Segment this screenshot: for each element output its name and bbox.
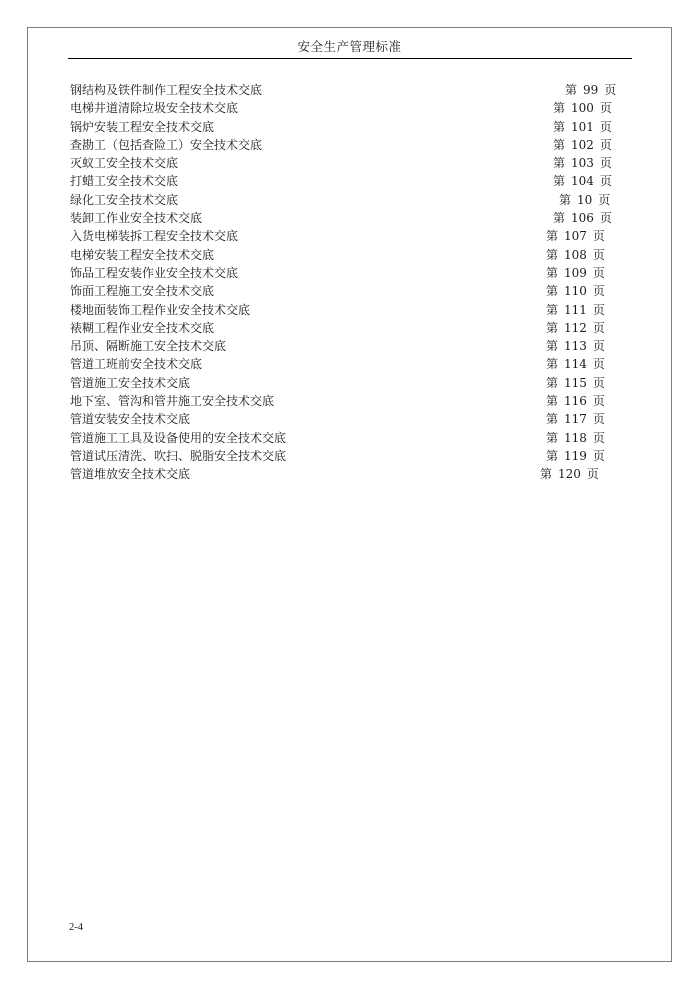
page-prefix: 第 <box>553 137 566 152</box>
page-number-value: 108 <box>564 247 587 262</box>
page-suffix: 页 <box>592 302 605 317</box>
toc-entry[interactable] <box>70 392 610 410</box>
toc-entry-title: 管道工班前安全技术交底 <box>70 357 203 372</box>
toc-entry-page <box>546 374 605 392</box>
toc-entry-title: 电梯安装工程安全技术交底 <box>70 247 215 262</box>
page-suffix: 页 <box>599 137 612 152</box>
page-prefix: 第 <box>559 192 572 207</box>
page-suffix: 页 <box>592 247 605 262</box>
toc-entry-page <box>546 319 605 337</box>
toc-entry[interactable] <box>70 154 610 172</box>
page-suffix: 页 <box>592 412 605 427</box>
toc-entry-page <box>546 429 605 447</box>
toc-entry-page <box>546 410 605 428</box>
toc-entry-page <box>553 99 612 117</box>
page-suffix: 页 <box>592 448 605 463</box>
page-prefix: 第 <box>565 83 578 97</box>
page-prefix: 第 <box>546 357 559 372</box>
toc-entry-page <box>546 246 605 264</box>
toc-entry[interactable] <box>70 374 610 392</box>
page-suffix: 页 <box>599 119 612 134</box>
toc-entry-title: 地下室、管沟和管井施工安全技术交底 <box>70 394 275 409</box>
page-number-value: 101 <box>571 119 594 134</box>
toc-entry-title: 入货电梯装拆工程安全技术交底 <box>70 229 239 244</box>
toc-entry[interactable] <box>70 282 610 300</box>
page-suffix: 页 <box>592 357 605 372</box>
toc-entry-page <box>546 264 605 282</box>
page-prefix: 第 <box>546 302 559 317</box>
page-number-value: 106 <box>571 211 594 226</box>
toc-entry-title: 管道试压清洗、吹扫、脱脂安全技术交底 <box>70 448 287 463</box>
toc-entry-page <box>553 209 612 227</box>
page-prefix: 第 <box>546 320 559 335</box>
toc-entry-title: 打蜡工安全技术交底 <box>70 174 179 189</box>
page-prefix: 第 <box>546 229 559 244</box>
toc-entry[interactable] <box>70 319 610 337</box>
page-prefix: 第 <box>553 211 566 226</box>
toc-entry-title: 查勘工（包括查险工）安全技术交底 <box>70 137 263 152</box>
page-number-value: 99 <box>583 83 599 97</box>
page-prefix: 第 <box>553 101 566 116</box>
page-number-value: 107 <box>564 229 587 244</box>
toc-entry[interactable] <box>70 118 610 136</box>
page-header-title: 安全生产管理标准 <box>297 39 402 54</box>
page-prefix: 第 <box>546 412 559 427</box>
toc-entry[interactable] <box>70 172 610 190</box>
toc-entry[interactable] <box>70 209 610 227</box>
page-suffix: 页 <box>592 339 605 354</box>
page-suffix: 页 <box>599 156 612 171</box>
page-prefix: 第 <box>546 339 559 354</box>
toc-entry-title: 裱糊工程作业安全技术交底 <box>70 320 215 335</box>
toc-entry-title: 管道施工工具及设备使用的安全技术交底 <box>70 430 287 445</box>
page-prefix: 第 <box>546 375 559 390</box>
toc-entry-page <box>553 136 612 154</box>
toc-entry-page <box>559 191 610 209</box>
toc-entry[interactable] <box>70 465 610 483</box>
toc-entry-page <box>546 392 605 410</box>
toc-entry-page <box>546 447 605 465</box>
table-of-contents <box>70 81 617 484</box>
toc-entry-page <box>553 172 612 190</box>
page-number-value: 115 <box>564 375 587 390</box>
toc-entry-title: 绿化工安全技术交底 <box>70 192 179 207</box>
toc-entry[interactable] <box>70 355 610 373</box>
toc-entry-title: 饰品工程安装作业安全技术交底 <box>70 265 239 280</box>
page-suffix: 页 <box>592 229 605 244</box>
page-suffix: 页 <box>604 83 617 97</box>
page-number-value: 119 <box>564 448 587 463</box>
page-number-value: 118 <box>564 430 587 445</box>
toc-entry-page <box>540 465 599 483</box>
document-page <box>27 27 672 962</box>
page-prefix: 第 <box>553 119 566 134</box>
page-suffix: 页 <box>586 467 599 482</box>
page-number-value: 112 <box>564 320 587 335</box>
toc-entry-title: 锅炉安装工程安全技术交底 <box>70 119 215 134</box>
page-suffix: 页 <box>599 101 612 116</box>
toc-entry-title: 吊顶、隔断施工安全技术交底 <box>70 339 227 354</box>
toc-entry[interactable] <box>70 301 610 319</box>
toc-entry[interactable] <box>70 191 610 209</box>
header-divider <box>68 58 632 59</box>
toc-entry[interactable] <box>70 81 617 99</box>
page-suffix: 页 <box>592 430 605 445</box>
toc-entry-title: 管道施工安全技术交底 <box>70 375 191 390</box>
page-number-value: 109 <box>564 265 587 280</box>
toc-entry-title: 饰面工程施工安全技术交底 <box>70 284 215 299</box>
page-prefix: 第 <box>546 247 559 262</box>
page-number-value: 104 <box>571 174 594 189</box>
toc-entry-title: 钢结构及铁件制作工程安全技术交底 <box>70 83 263 97</box>
toc-entry[interactable] <box>70 337 610 355</box>
toc-entry[interactable] <box>70 429 610 447</box>
page-number-value: 110 <box>564 284 587 299</box>
page-prefix: 第 <box>546 430 559 445</box>
page-suffix: 页 <box>592 375 605 390</box>
toc-entry-title: 楼地面装饰工程作业安全技术交底 <box>70 302 251 317</box>
page-number-value: 100 <box>571 101 594 116</box>
page-suffix: 页 <box>592 265 605 280</box>
toc-entry[interactable] <box>70 227 610 245</box>
page-number-value: 102 <box>571 137 594 152</box>
page-number-value: 114 <box>564 357 587 372</box>
page-prefix: 第 <box>553 156 566 171</box>
toc-entry-page <box>553 118 612 136</box>
toc-entry[interactable] <box>70 447 610 465</box>
page-suffix: 页 <box>592 394 605 409</box>
page-suffix: 页 <box>598 192 611 207</box>
page-prefix: 第 <box>546 394 559 409</box>
page-suffix: 页 <box>599 174 612 189</box>
toc-entry[interactable] <box>70 99 610 117</box>
page-number-value: 120 <box>558 467 581 482</box>
toc-entry-page <box>565 81 616 99</box>
page-suffix: 页 <box>592 320 605 335</box>
page-number-value: 117 <box>564 412 587 427</box>
page-prefix: 第 <box>546 265 559 280</box>
page-number-value: 103 <box>571 156 594 171</box>
toc-entry[interactable] <box>70 264 610 282</box>
page-number-value: 10 <box>577 192 593 207</box>
page-prefix: 第 <box>553 174 566 189</box>
page-suffix: 页 <box>599 211 612 226</box>
toc-entry[interactable] <box>70 410 610 428</box>
toc-entry-page <box>546 355 605 373</box>
page-prefix: 第 <box>546 284 559 299</box>
toc-entry-title: 管道安装安全技术交底 <box>70 412 191 427</box>
page-number-value: 113 <box>564 339 587 354</box>
toc-entry-page <box>546 227 605 245</box>
page-prefix: 第 <box>540 467 553 482</box>
page-number: 2-4 <box>69 922 83 933</box>
page-suffix: 页 <box>592 284 605 299</box>
toc-entry-page <box>553 154 612 172</box>
toc-entry-page <box>546 301 605 319</box>
page-number-value: 111 <box>564 302 587 317</box>
page-number-value: 116 <box>564 394 587 409</box>
toc-entry-title: 电梯井道清除垃圾安全技术交底 <box>70 101 239 116</box>
toc-entry-title: 灭蚁工安全技术交底 <box>70 156 179 171</box>
toc-entry-title: 管道堆放安全技术交底 <box>70 467 191 482</box>
page-prefix: 第 <box>546 448 559 463</box>
toc-entry-page <box>546 282 605 300</box>
toc-entry-page <box>546 337 605 355</box>
toc-entry-title: 装卸工作业安全技术交底 <box>70 211 203 226</box>
toc-entry[interactable] <box>70 136 610 154</box>
toc-entry[interactable] <box>70 246 610 264</box>
